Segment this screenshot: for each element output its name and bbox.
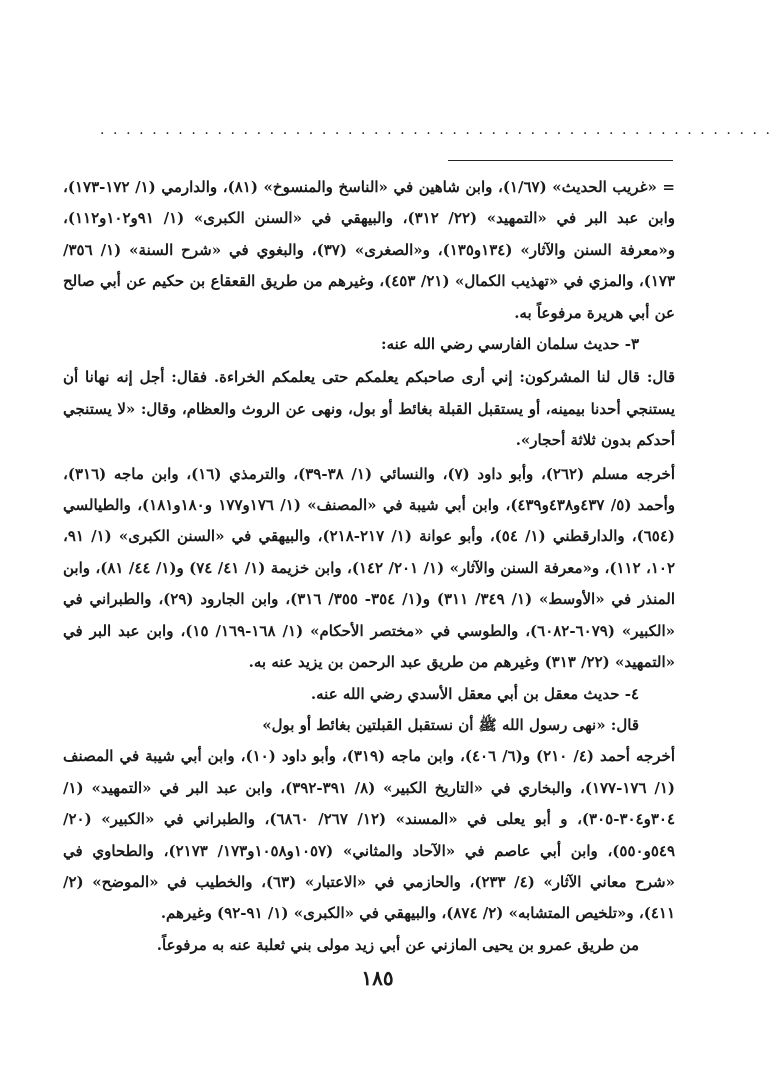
heading-hadith-salman: ٣- حديث سلمان الفارسي رضي الله عنه: [381, 335, 639, 354]
heading-hadith-maqil: ٤- حديث معقل بن أبي معقل الأسدي رضي الله عنه. [310, 684, 639, 703]
page-number: ١٨٥ [361, 966, 394, 990]
page-body [63, 172, 675, 961]
paragraph-takhrij-salman: أخرجه مسلم (٢٦٢)، وأبو داود (٧)، والنسائي (١/ ٣٨-٣٩)، والترمذي (١٦)، وابن ماجه (٣١٦)، وأحمد (٥/ ٤٣٧و٤٣٨و٤٣٩)، وابن أبي شيبة في «المصنف» (١/ ١٧٦و١٧٧ و١٨٠و١٨١)، والطيالسي (٦٥٤)، والدارقطني (١/ ٥٤)، وأبو عوانة (١/ ٢١٧-٢١٨)، والبيهقي في «السنن الكبرى» (١/ ٩١، ١٠٢، ١١٢)، و«معرفة السنن والآثار» (١/ ٢٠١/ ١٤٢)، وابن خزيمة (١/ ٤١/ ٧٤) و(١/ ٤٤/ ٨١)، وابن المنذر في «الأوسط» (١/ ٣٤٩/ ٣١١) و(١/ ٣٥٤- ٣٥٥/ ٣١٦)، وابن الجارود (٢٩)، والطبراني في «الكبير» (٦٠٧٩-٦٠٨٢)، والطوسي في «مختصر الأحكام» (١/ ١٦٨-١٦٩/ ١٥)، وابن عبد البر في «التمهيد» (٢٢/ ٣١٣) وغيرهم من طريق عبد الرحمن بن يزيد عنه به. [63, 464, 676, 672]
header-dotted-line: .................................................... [100, 122, 779, 138]
paragraph-hadith-salman-text: قال: قال لنا المشركون: إني أرى صاحبكم يعلمكم حتى يعلمكم الخراءة. فقال: أجل إنه نهانا أن يستنجي أحدنا بيمينه، أو يستقبل القبلة بغائط أو بول، ونهى عن الروث والعظام، وقال: «لا يستنجي أحدكم بدون ثلاثة أحجار». [63, 368, 675, 450]
paragraph-hadith-maqil-text: قال: «نهى رسول الله ﷺ أن نستقبل القبلتين بغائط أو بول» [262, 715, 639, 734]
paragraph-takhrij-abu-hurayra: = «غريب الحديث» (١/٦٧)، وابن شاهين في «الناسخ والمنسوخ» (٨١)، والدارمي (١/ ١٧٢-١٧٣)، وابن عبد البر في «التمهيد» (٢٢/ ٣١٢)، والبيهقي في «السنن الكبرى» (١/ ٩١و١٠٢و١١٢)، و«معرفة السنن والآثار» (١٣٤و١٣٥)، و«الصغرى» (٣٧)، والبغوي في «شرح السنة» (١/ ٣٥٦/ ١٧٣)، والمزي في «تهذيب الكمال» (٢١/ ٤٥٣)، وغيرهم من طريق القعقاع بن حكيم عن أبي صالح عن أبي هريرة مرفوعاً به. [63, 178, 676, 322]
paragraph-takhrij-maqil: أخرجه أحمد (٤/ ٢١٠) و(٦/ ٤٠٦)، وابن ماجه (٣١٩)، وأبو داود (١٠)، وابن أبي شيبة في المصنف (١/ ١٧٦-١٧٧)، والبخاري في «التاريخ الكبير» (٨/ ٣٩١-٣٩٢)، وابن عبد البر في «التمهيد» (١/ ٣٠٤و٣٠٤-٣٠٥)، و أبو يعلى في «المسند» (١٢/ ٢٦٧/ ٦٨٦٠)، والطبراني في «الكبير» (٢٠/ ٥٤٩و٥٥٠)، وابن أبي عاصم في «الآحاد والمثاني» (١٠٥٧و١٠٥٨و١٧٣/ ٢١٧٣)، والطحاوي في «شرح معاني الآثار» (٤/ ٢٣٣)، والحازمي في «الاعتبار» (٦٣)، والخطيب في «الموضح» (٢/ ٤١١)، و«تلخيص المتشابه» (٢/ ٨٧٤)، والبيهقي في «الكبرى» (١/ ٩١-٩٢) وغيرهم. [63, 747, 676, 923]
footnote-separator-line [448, 160, 673, 161]
paragraph-isnad-maqil: من طريق عمرو بن يحيى المازني عن أبي زيد مولى بني ثعلبة عنه به مرفوعاً. [156, 935, 639, 954]
